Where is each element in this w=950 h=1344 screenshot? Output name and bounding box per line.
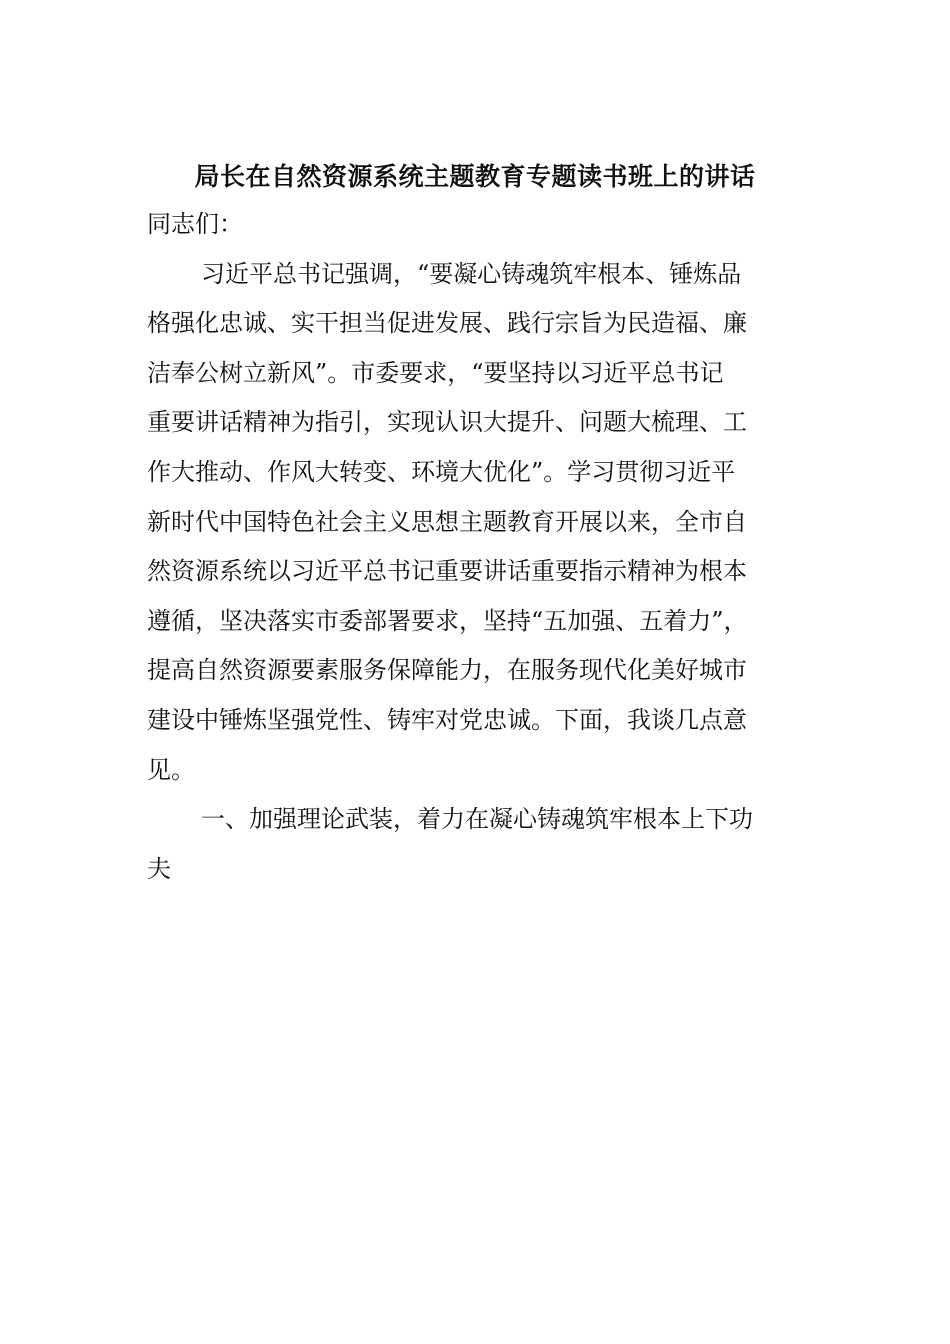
section-1-heading — [147, 795, 787, 894]
paragraph-1-line: 格强化忠诚、实干担当促进发展、践行宗旨为民造福、廉 — [147, 309, 747, 338]
paragraph-1-line: 见。 — [147, 755, 195, 784]
paragraph-1-line: 然资源系统以习近平总书记重要讲话重要指示精神为根本 — [147, 557, 747, 586]
paragraph-1-line: 遵循，坚决落实市委部署要求，坚持“五加强、五着力”， — [147, 606, 748, 635]
paragraph-1-line: 作大推动、作风大转变、环境大优化”。学习贯彻习近平 — [147, 457, 736, 486]
document-body — [147, 200, 787, 894]
paragraph-1-line: 习近平总书记强调，“要凝心铸魂筑牢根本、锤炼品 — [201, 259, 742, 288]
section-1-heading-line: 夫 — [147, 854, 171, 883]
document-title: 局长在自然资源系统主题教育专题读书班上的讲话 — [194, 162, 756, 191]
paragraph-1-line: 重要讲话精神为指引，实现认识大提升、问题大梳理、工 — [147, 408, 747, 437]
section-1-heading-line: 一、加强理论武装，着力在凝心铸魂筑牢根本上下功 — [201, 805, 753, 834]
salutation: 同志们： — [147, 210, 243, 238]
paragraph-1 — [147, 250, 787, 796]
paragraph-1-line: 建设中锤炼坚强党性、铸牢对党忠诚。下面，我谈几点意 — [147, 705, 747, 734]
paragraph-1-line: 提高自然资源要素服务保障能力，在服务现代化美好城市 — [147, 656, 747, 685]
paragraph-1-line: 新时代中国特色社会主义思想主题教育开展以来，全市自 — [147, 507, 747, 536]
paragraph-1-line: 洁奉公树立新风”。市委要求，“要坚持以习近平总书记 — [147, 358, 724, 387]
